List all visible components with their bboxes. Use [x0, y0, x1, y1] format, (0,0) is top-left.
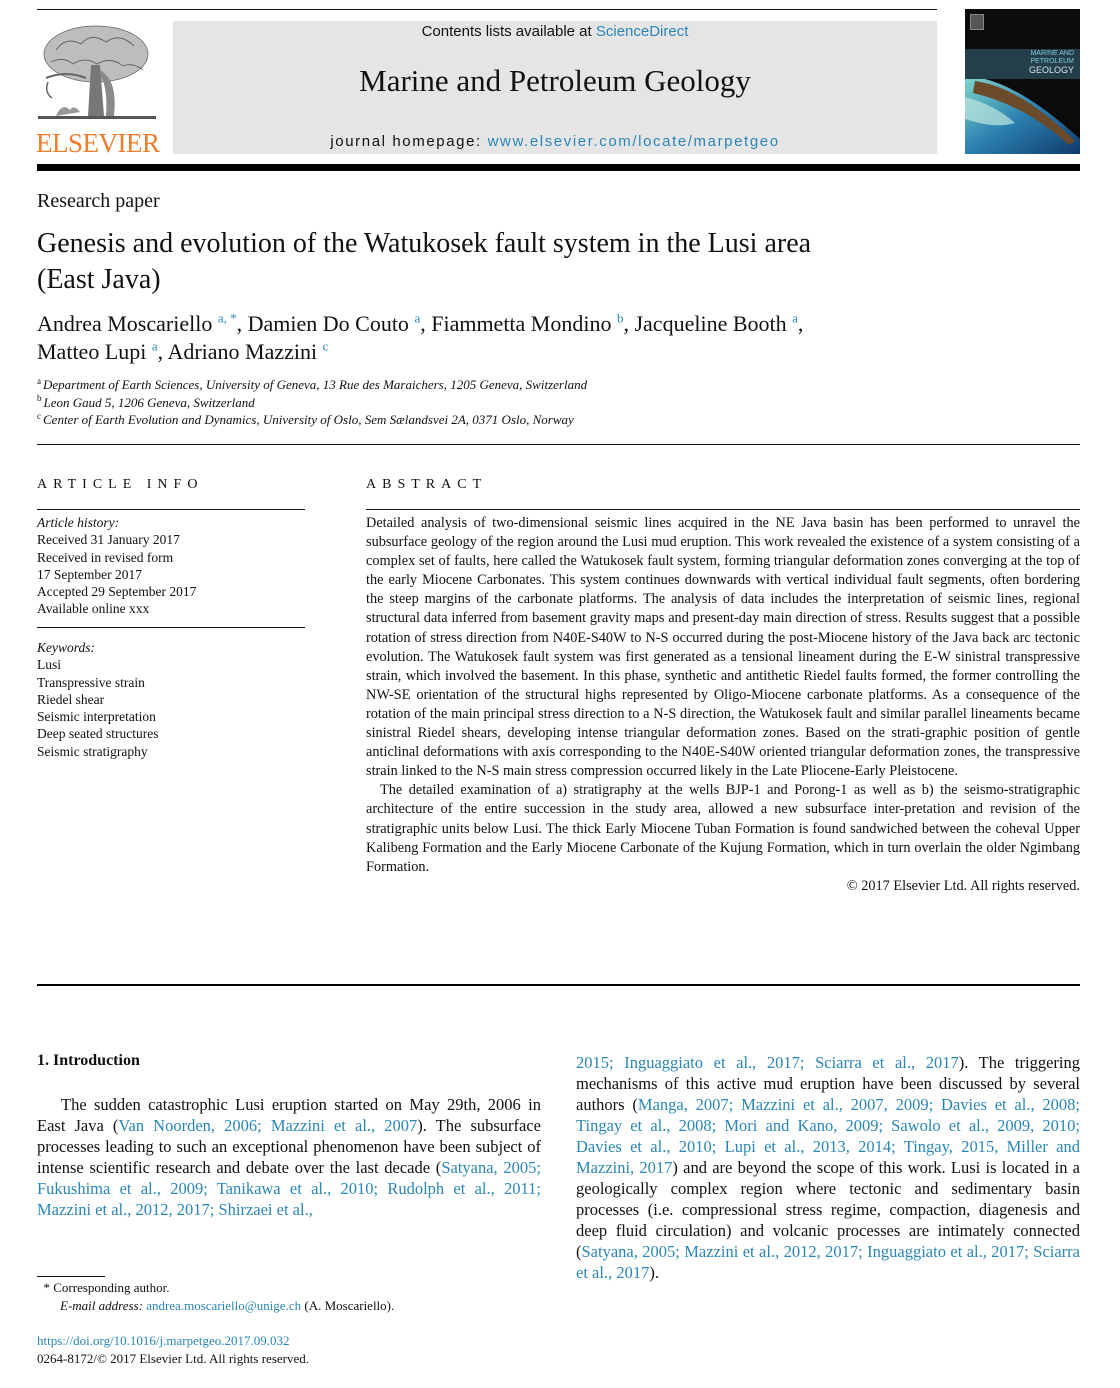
keywords	[37, 639, 158, 760]
author-affiliation-marker[interactable]: a, *	[217, 310, 237, 326]
author-affiliation-marker[interactable]: a	[792, 310, 798, 326]
abstract-heading: ABSTRACT	[366, 477, 488, 492]
section-heading-introduction: 1. Introduction	[37, 1052, 140, 1069]
elsevier-logo[interactable]	[36, 20, 158, 156]
abstract-body	[366, 514, 1080, 896]
abstract-paragraph: The detailed examination of a) stratigraphy at the wells BJP-1 and Porong-1 as well as b) the seismo-stratigraphic architecture of the entire succession in the study area, allowed a new subsurface inter-pretation and revision of the stratigraphic units below Lusi. The thick Early Miocene Tuban Formation is found sandwiched between the coheval Upper Kalibeng Formation and the Early Miocene Carbonate of the Kujung Formation, which in turn overlain the older Ngimbang Formation.	[366, 782, 1080, 875]
journal-title: Marine and Petroleum Geology	[359, 63, 751, 98]
abstract-paragraph: Detailed analysis of two-dimensional seismic lines acquired in the NE Java basin has been performed to unravel the subsurface geology of the region around the Lusi mud eruption. This work revealed the existence of a system consisting of a complex set of faults, here called the Watukosek fault system, forming triangular deformation zones converging at the top of the early Miocene Carbonates. This system continues downwards with vertical individual fault segments, often bordering the steep margins of the carbonate platforms. The analysis of data includes the interpretation of seismic lines, regional structural data inferred from basement gravity maps and present-day main direction of stress. Results suggest that a possible rotation of stress direction from N40E-S40W to N-S occurred during the post-Miocene history of the Java back arc tectonic evolution. The Watukosek fault system was first generated as a tensional lineament during the E-W sinistral transpressive strain, which involved the basement. In this phase, synthetic and antithetic Riedel faults formed, the former controlling the NW-SE orientation of the structural highs represented by Oligo-Miocene carbonate platforms. As a consequence of the rotation of the main principal stress direction to a N-S direction, the Watukosek fault and similar parallel lineaments became sinistral Riedel shears, developing intense triangular deformation zones. Based on the strati-graphic position of gentle anticlinal deformations with axis corresponding to the N40E-S40W oriented triangular deformation zones, the transpressive strain linked to the N-S main stress compression occurred likely in the Late Pliocene-Early Pleistocene.	[366, 515, 1080, 780]
author-name[interactable]: Jacqueline Booth	[634, 311, 787, 336]
author-name[interactable]: Damien Do Couto	[247, 311, 409, 336]
keyword-item: Lusi	[37, 657, 62, 673]
body-column-left	[37, 1094, 541, 1220]
abstract-end-rule	[37, 984, 1080, 986]
journal-homepage-link[interactable]: www.elsevier.com/locate/marpetgeo	[487, 133, 780, 150]
article-info-heading: ARTICLE INFO	[37, 477, 204, 492]
author-name[interactable]: Fiammetta Mondino	[431, 311, 612, 336]
affiliation-item: $^c$ Center of Earth Evolution and Dynamics, University of Oslo, Sem Sælandsvei 2A, 0371 Oslo, Norway	[37, 410, 574, 427]
title-rule	[37, 444, 1080, 445]
article-type: Research paper	[37, 190, 160, 212]
article-title: Genesis and evolution of the Watukosek fault system in the Lusi area (East Java)	[37, 228, 812, 295]
citation-link[interactable]: Van Noorden, 2006; Mazzini et al., 2007	[118, 1116, 418, 1135]
history-item: 17 September 2017	[37, 566, 142, 582]
issn-copyright: 0264-8172/© 2017 Elsevier Ltd. All rights reserved.	[37, 1350, 309, 1366]
cover-coastline-image	[965, 79, 1080, 154]
history-item: Received 31 January 2017	[37, 532, 180, 548]
body-paragraph: The sudden catastrophic Lusi eruption started on May 29th, 2006 in East Java (Van Noorden, 2006; Mazzini et al., 2007). The subsurface processes leading to such an exceptional phenomenon have been subject of intense scientific research and debate over the last decade (Satyana, 2005; Fukushima et al., 2009; Tanikawa et al., 2010; Rudolph et al., 2011; Mazzini et al., 2012, 2017; Shirzaei et al.,	[37, 1095, 541, 1219]
article-history-label: Article history:	[37, 515, 120, 530]
footer-doi-block	[37, 1332, 309, 1367]
keywords-rule	[37, 627, 305, 628]
contents-line: Contents lists available at ScienceDirect	[421, 23, 689, 40]
article-history	[37, 514, 196, 618]
keywords-label: Keywords:	[37, 640, 95, 655]
author-name[interactable]: Adriano Mazzini	[167, 339, 318, 364]
keyword-item: Deep seated structures	[37, 726, 159, 742]
author-name[interactable]: Andrea Moscariello	[37, 311, 213, 336]
author-affiliation-marker[interactable]: a	[414, 310, 421, 326]
doi-link[interactable]: https://doi.org/10.1016/j.marpetgeo.2017.09.032	[37, 1333, 290, 1348]
affiliations	[37, 376, 587, 429]
article-info-rule	[37, 509, 305, 510]
body-paragraph: 2015; Inguaggiato et al., 2017; Sciarra et al., 2017). The triggering mechanisms of this active mud eruption have been discussed by several authors (Manga, 2007; Mazzini et al., 2007, 2009; Davies et al., 2008; Tingay et al., 2008; Mori and Kano, 2009; Sawolo et al., 2009, 2010; Davies et al., 2010; Lupi et al., 2013, 2014; Tingay, 2015, Miller and Mazzini, 2017) and are beyond the scope of this work. Lusi is located in a geologically complex region where tectonic and sedimentary basin processes (i.e. compressional stress regime, compaction, diagenesis and deep fluid circulation) and volcanic processes are intimately connected (Satyana, 2005; Mazzini et al., 2012, 2017; Inguaggiato et al., 2017; Sciarra et al., 2017).	[576, 1053, 1080, 1282]
keyword-item: Seismic interpretation	[37, 709, 156, 725]
sciencedirect-link[interactable]: ScienceDirect	[595, 23, 689, 40]
history-item: Received in revised form	[37, 549, 174, 565]
top-rule	[37, 9, 937, 10]
history-item: Accepted 29 September 2017	[37, 584, 197, 600]
author-list: Andrea Moscariello $^{a, *}$, Damien Do Couto $^a$, Fiammetta Mondino $^b$, Jacqueline Booth $^a$, Matteo Lupi $^a$, Adriano Mazzini $^c$	[37, 310, 804, 364]
abstract-copyright: © 2017 Elsevier Ltd. All rights reserved.	[846, 877, 1080, 894]
citation-link[interactable]: Satyana, 2005; Fukushima et al., 2009; Tanikawa et al., 2010; Rudolph et al., 2011; Mazzini et al., 2012, 2017; Shirzaei et al.,	[37, 1158, 541, 1219]
affiliation-item: $^a$ Department of Earth Sciences, University of Geneva, 13 Rue des Maraichers, 1205 Geneva, Switzerland	[37, 375, 588, 392]
author-affiliation-marker[interactable]: a	[151, 338, 158, 354]
author-affiliation-marker[interactable]: c	[322, 338, 329, 354]
history-item: Available online xxx	[37, 601, 150, 617]
elsevier-tree-icon	[36, 20, 158, 130]
abstract-rule	[366, 509, 1080, 510]
journal-homepage-line: journal homepage: www.elsevier.com/locate/marpetgeo	[330, 133, 780, 150]
author-name[interactable]: Matteo Lupi	[37, 339, 147, 364]
keyword-item: Seismic stratigraphy	[37, 743, 148, 759]
cover-title: MARINE AND PETROLEUM GEOLOGY	[1028, 50, 1074, 75]
author-affiliation-marker[interactable]: b	[616, 310, 624, 326]
masthead-rule	[37, 164, 1080, 171]
footnote-marker: *	[43, 1280, 50, 1295]
author-email-link[interactable]: andrea.moscariello@unige.ch	[146, 1297, 302, 1313]
footnote-rule	[37, 1276, 105, 1277]
keyword-item: Transpressive strain	[37, 674, 145, 690]
publisher-mini-logo-icon	[970, 14, 984, 30]
journal-banner	[173, 21, 937, 154]
body-column-right	[576, 1052, 1080, 1283]
journal-cover-thumbnail[interactable]	[965, 9, 1080, 154]
citation-link[interactable]: Manga, 2007; Mazzini et al., 2007, 2009; Davies et al., 2008; Tingay et al., 2008; Mori and Kano, 2009; Sawolo et al., 2009, 2010; Davies et al., 2010; Lupi et al., 2013, 2014; Tingay, 2015, Miller and Mazzini, 2017	[576, 1095, 1080, 1177]
corresponding-author-footnote: * Corresponding author. E-mail address: andrea.moscariello@unige.ch (A. Moscariello).	[43, 1280, 395, 1313]
publisher-wordmark: ELSEVIER	[36, 128, 160, 158]
citation-link[interactable]: 2015; Inguaggiato et al., 2017; Sciarra et al., 2017	[576, 1053, 959, 1072]
citation-link[interactable]: Satyana, 2005; Mazzini et al., 2012, 2017; Inguaggiato et al., 2017; Sciarra et al., 2017	[576, 1242, 1080, 1282]
keyword-item: Riedel shear	[37, 691, 105, 707]
affiliation-item: $^b$ Leon Gaud 5, 1206 Geneva, Switzerland	[37, 393, 255, 410]
